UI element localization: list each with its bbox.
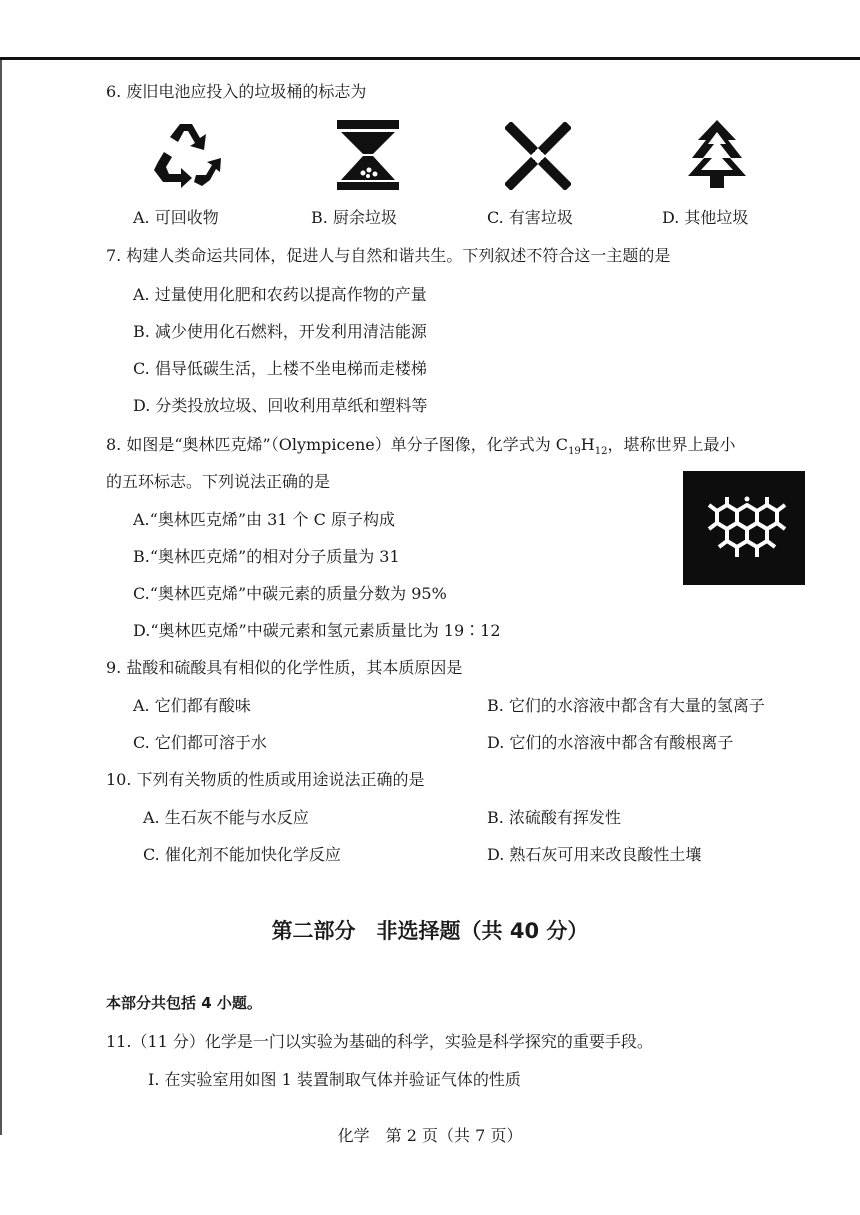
section-intro: 本部分共包括 4 小题。 (106, 994, 262, 1012)
q9-option-d: D. 它们的水溶液中都含有酸根离子 (487, 733, 734, 752)
q7-option-d: D. 分类投放垃圾、回收利用草纸和塑料等 (133, 396, 428, 415)
q7-option-a: A. 过量使用化肥和农药以提高作物的产量 (133, 285, 427, 304)
top-border (0, 57, 860, 60)
q8-stem-line2: 的五环标志。下列说法正确的是 (106, 472, 331, 491)
q6-option-b: B. 厨余垃圾 (311, 208, 397, 227)
q8-sub-c: 19 (568, 446, 581, 458)
left-border (0, 60, 2, 1135)
kitchen-waste-icon (335, 118, 401, 192)
q7-option-b: B. 减少使用化石燃料，开发利用清洁能源 (133, 322, 427, 341)
q6-stem: 6. 废旧电池应投入的垃圾桶的标志为 (106, 82, 367, 101)
q11-stem: 11.（11 分）化学是一门以实验为基础的科学，实验是科学探究的重要手段。 (106, 1032, 653, 1051)
q11-part-one: Ⅰ. 在实验室用如图 1 装置制取气体并验证气体的性质 (148, 1070, 521, 1089)
q9-stem: 9. 盐酸和硫酸具有相似的化学性质，其本质原因是 (106, 658, 463, 677)
q8-option-d: D.“奥林匹克烯”中碳元素和氢元素质量比为 19∶12 (133, 621, 501, 640)
olympicene-molecule-image (683, 471, 805, 585)
q9-option-c: C. 它们都可溶于水 (133, 733, 267, 752)
q9-option-b: B. 它们的水溶液中都含有大量的氢离子 (487, 696, 765, 715)
hazardous-waste-icon (505, 122, 571, 190)
q6-option-d: D. 其他垃圾 (662, 208, 749, 227)
q8-stem (106, 435, 736, 462)
q10-option-b: B. 浓硫酸有挥发性 (487, 808, 621, 827)
q7-stem: 7. 构建人类命运共同体，促进人与自然和谐共生。下列叙述不符合这一主题的是 (106, 246, 671, 265)
q10-stem: 10. 下列有关物质的性质或用途说法正确的是 (106, 770, 425, 789)
q8-sub-h: 12 (594, 446, 608, 458)
q8-stem-part3: ，堪称世界上最小 (607, 435, 736, 454)
q6-option-a: A. 可回收物 (133, 208, 219, 227)
q8-option-c: C.“奥林匹克烯”中碳元素的质量分数为 95% (133, 584, 447, 603)
section-title: 第二部分 非选择题（共 40 分） (271, 919, 589, 943)
q7-option-c: C. 倡导低碳生活，上楼不坐电梯而走楼梯 (133, 359, 427, 378)
q8-option-a: A.“奥林匹克烯”由 31 个 C 原子构成 (133, 510, 395, 529)
other-waste-icon (684, 118, 750, 190)
recycle-icon (150, 120, 222, 190)
q8-stem-part1: 8. 如图是“奥林匹克烯”（Olympicene）单分子图像，化学式为 C (106, 435, 569, 454)
q8-stem-part2: H (580, 435, 595, 454)
q8-option-b: B.“奥林匹克烯”的相对分子质量为 31 (133, 547, 400, 566)
q10-option-d: D. 熟石灰可用来改良酸性土壤 (487, 845, 702, 864)
q6-option-c: C. 有害垃圾 (487, 208, 573, 227)
q9-option-a: A. 它们都有酸味 (133, 696, 251, 715)
q10-option-c: C. 催化剂不能加快化学反应 (143, 845, 341, 864)
q10-option-a: A. 生石灰不能与水反应 (143, 808, 309, 827)
page-footer: 化学 第 2 页（共 7 页） (337, 1126, 523, 1145)
